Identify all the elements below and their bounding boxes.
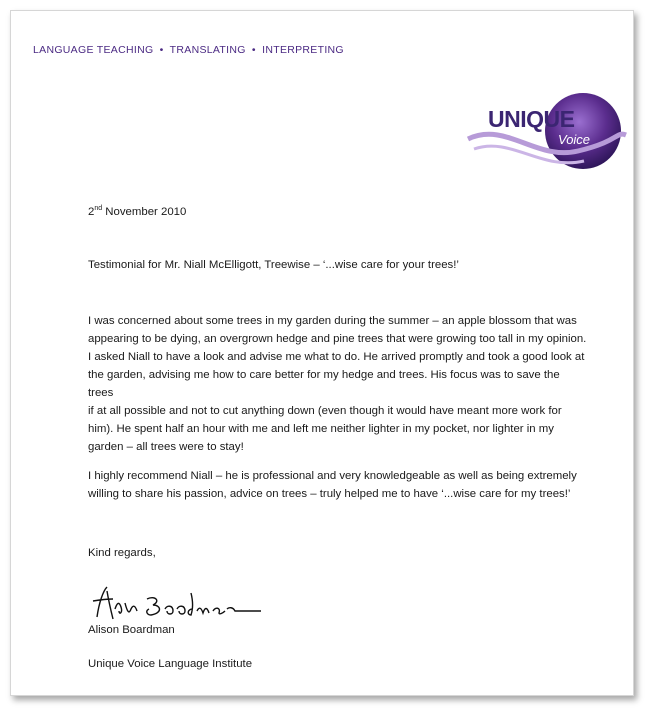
tagline-item: INTERPRETING bbox=[262, 44, 344, 56]
paragraph-line: if at all possible and not to cut anything down (even though it would have meant more work for bbox=[88, 405, 562, 417]
letter-closing: Kind regards, bbox=[88, 547, 156, 559]
logo-word-voice: Voice bbox=[558, 132, 591, 147]
paragraph-line: I highly recommend Niall – he is professional and very knowledgeable as well as being extremely bbox=[88, 470, 577, 482]
paragraph-line: I was concerned about some trees in my garden during the summer – an apple blossom that was bbox=[88, 315, 577, 327]
logo-word-unique: UNIQUE bbox=[488, 106, 575, 132]
date-day: 2 bbox=[88, 205, 95, 218]
letterhead-tagline bbox=[33, 44, 344, 56]
signer-name: Alison Boardman bbox=[88, 624, 175, 636]
tagline-separator: • bbox=[159, 44, 164, 56]
tagline-separator: • bbox=[251, 44, 256, 56]
paragraph-line: I asked Niall to have a look and advise me what to do. He arrived promptly and took a good look at bbox=[88, 351, 585, 363]
body-paragraph-1 bbox=[88, 312, 588, 456]
letter-date bbox=[88, 200, 186, 221]
date-suffix: nd bbox=[94, 205, 103, 212]
paragraph-line: appearing to be dying, an overgrown hedge and pine trees that were growing too tall in my opinion. bbox=[88, 333, 587, 345]
date-rest: November 2010 bbox=[102, 205, 187, 218]
body-paragraph-2 bbox=[88, 467, 588, 503]
handwritten-signature bbox=[89, 581, 264, 626]
paragraph-line: him). He spent half an hour with me and left me neither lighter in my pocket, nor lighter in my bbox=[88, 423, 554, 435]
letter-subject: Testimonial for Mr. Niall McElligott, Treewise – ‘...wise care for your trees!’ bbox=[88, 259, 459, 271]
signer-organization: Unique Voice Language Institute bbox=[88, 658, 253, 670]
letter-page bbox=[10, 10, 634, 696]
paragraph-line: the garden, advising me how to care better for my hedge and trees. His focus was to save the trees bbox=[88, 369, 560, 399]
tagline-item: LANGUAGE TEACHING bbox=[33, 44, 154, 56]
unique-voice-logo bbox=[466, 91, 631, 181]
paragraph-line: garden – all trees were to stay! bbox=[88, 441, 244, 453]
signature-graphic bbox=[89, 581, 264, 626]
paragraph-line: willing to share his passion, advice on trees – truly helped me to have ‘...wise care for my trees!’ bbox=[88, 488, 571, 500]
logo-graphic bbox=[466, 91, 631, 181]
tagline-item: TRANSLATING bbox=[169, 44, 246, 56]
